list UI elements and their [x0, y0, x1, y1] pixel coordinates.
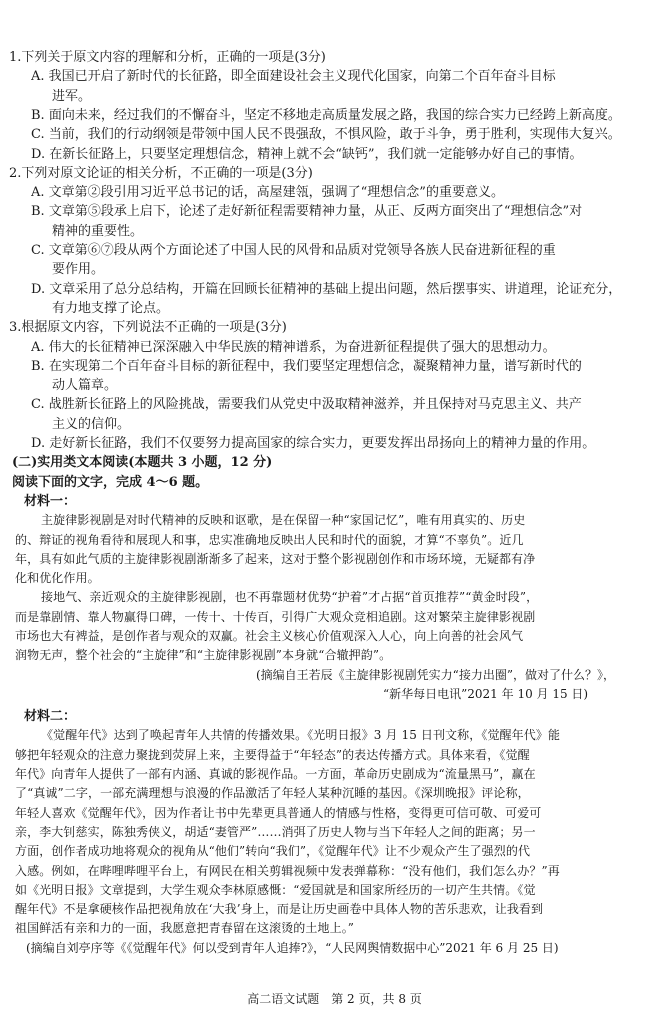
question-2-option-2-line-1: B. 文章第⑤段承上启下，论述了走好新征程需要精神力量，从正、反两方面突出了“理想信念”对 — [31, 204, 583, 219]
question-2-option-3-line-2: 要作用。 — [52, 262, 105, 277]
material1-source-line-1: (摘编自王若辰《主旋律影视剧凭实力“接力出圈”，做对了什么？》， — [256, 668, 615, 682]
question-3-option-1-line-1: A. 伟大的长征精神已深深融入中华民族的精神谱系，为奋进新征程提供了强大的思想动力。 — [31, 340, 556, 355]
question-3-option-4-line-1: D. 走好新长征路，我们不仅要努力提高国家的综合实力，更要发挥出昂扬向上的精神力量的作用。 — [31, 436, 596, 451]
question-1-option-1-line-2: 进军。 — [52, 89, 92, 104]
material2-line-2: 够把年轻观众的注意力聚拢到荧屏上来，主要得益于“年轻态”的表达传播方式。具体来看，《觉醒 — [15, 748, 530, 762]
material1-line-2: 的、辩证的视角看待和展现人和事，忠实准确地反映出人民和时代的面貌，才算“不辜负”。近几 — [15, 533, 524, 547]
material2-line-11: 祖国鲜活有亲和力的一面，我愿意把青春留在这滚烫的土地上。” — [15, 921, 355, 935]
question-3-option-2-line-2: 动人篇章。 — [52, 378, 118, 393]
material2-line-6: 亲，李大钊慈实，陈独秀侠义，胡适“妻管严”……消弭了历史人物与当下年轻人之间的距离；另一 — [15, 825, 536, 839]
section-heading: (二)实用类文本阅读(本题共 3 小题，12 分) — [12, 455, 273, 470]
question-2-option-1-line-1: A. 文章第②段引用习近平总书记的话，高屋建瓴，强调了“理想信念”的重要意义。 — [31, 185, 504, 200]
material2-line-7: 方面，创作者成功地将观众的视角从“他们”转向“我们”，《觉醒年代》让不少观众产生了强烈的代 — [15, 844, 531, 858]
question-3-option-2-line-1: B. 在实现第二个百年奋斗目标的新征程中，我们要坚定理想信念，凝聚精神力量，谱写新时代的 — [31, 359, 582, 374]
material1-line-4: 化和优化作用。 — [15, 571, 100, 585]
material1-line-6: 而是靠剧情、靠人物赢得口碑，一传十、十传百，引得广大观众竞相追剧。这对繁荣主旋律影视剧 — [15, 610, 536, 624]
material2-line-10: 醒年代》不是拿硬核作品把视角放在‘大我’身上，而是让历史画卷中具体人物的苦乐悲欢，让我看到 — [15, 902, 544, 916]
question-2-option-2-line-2: 精神的重要性。 — [52, 224, 144, 239]
page-footer: 高二语文试题 第 2 页，共 8 页 — [247, 992, 422, 1006]
question-1-stem: 1.下列关于原文内容的理解和分析，正确的一项是(3分) — [9, 50, 326, 65]
material2-line-4: 了“真诚”二字，一部充满理想与浪漫的作品激活了年轻人某种沉睡的基因。《深圳晚报》评论称， — [15, 786, 530, 800]
question-2-stem: 2.下列对原文论证的相关分析，不正确的一项是(3分) — [9, 166, 313, 181]
question-2-option-4-line-2: 有力地支撑了论点。 — [52, 301, 170, 316]
question-1-option-4-line-1: D. 在新长征路上，只要坚定理想信念，精神上就不会“缺钙”，我们就一定能够办好自己的事情。 — [31, 147, 583, 162]
material1-line-5: 接地气、亲近观众的主旋律影视剧，也不再靠题材优势“护着”才占据“首页推荐”“黄金时段”， — [41, 590, 539, 604]
material1-line-8: 润物无声，整个社会的“主旋律”和“主旋律影视剧”本身就“合辙押韵”。 — [15, 648, 392, 662]
question-2-option-4-line-1: D. 文章采用了总分总结构，开篇在回顾长征精神的基础上提出问题，然后摆事实、讲道理，论证充分， — [31, 282, 622, 297]
material2-line-8: 入感。例如，在哔哩哔哩平台上，有网民在相关剪辑视频中发表弹幕称：“没有他们，我们怎么办？”再 — [15, 864, 560, 878]
material1-line-7: 市场也大有裨益，是创作者与观众的双赢。社会主义核心价值观深入人心，向上向善的社会风气 — [15, 629, 524, 643]
question-1-option-1-line-1: A. 我国已开启了新时代的长征路，即全面建设社会主义现代化国家，向第二个百年奋斗目标 — [31, 69, 556, 84]
material2-line-9: 如《光明日报》文章提到，大学生观众李林原感慨：“爱国就是和国家所经历的一切产生共情。《觉 — [15, 883, 536, 897]
question-2-option-3-line-1: C. 文章第⑥⑦段从两个方面论述了中国人民的风骨和品质对党领导各族人民奋进新征程的重 — [31, 243, 556, 258]
material1-title: 材料一： — [24, 494, 77, 509]
question-3-option-3-line-1: C. 战胜新长征路上的风险挑战，需要我们从党史中汲取精神滋养，并且保持对马克思主义、共产 — [31, 397, 582, 412]
question-3-stem: 3.根据原文内容，下列说法不正确的一项是(3分) — [9, 320, 287, 335]
material2-line-1: 《觉醒年代》达到了唤起青年人共情的传播效果。《光明日报》3 月 15 日刊文称，《觉醒年代》能 — [41, 728, 561, 742]
question-1-option-2-line-1: B. 面向未来，经过我们的不懈奋斗，坚定不移地走高质量发展之路，我国的综合实力已经跨上新高度。 — [31, 108, 621, 123]
question-1-option-3-line-1: C. 当前，我们的行动纲领是带领中国人民不畏强敌，不惧风险，敢于斗争，勇于胜利，实现伟大复兴。 — [31, 127, 621, 142]
material2-source: (摘编自刘亭序等《《觉醒年代》何以受到青年人追捧?》，“人民网舆情数据中心”2021 年 6 月 25 日) — [26, 941, 559, 955]
reading-instruction: 阅读下面的文字，完成 4～6 题。 — [12, 475, 209, 490]
question-3-option-3-line-2: 主义的信仰。 — [52, 417, 131, 432]
material2-title: 材料二： — [24, 709, 77, 724]
material2-line-5: 年轻人喜欢《觉醒年代》，因为作者让书中先辈更具普通人的情感与性格，变得更可信可敬、可爱可 — [15, 806, 542, 820]
material2-line-3: 年代》向青年人提供了一部有内涵、真诚的影视作品。一方面，革命历史剧成为“流量黑马”，赢在 — [15, 767, 536, 781]
material1-source-line-2: “新华每日电讯”2021 年 10 月 15 日) — [383, 687, 589, 701]
material1-line-3: 年，具有如此气质的主旋律影视剧渐渐多了起来，这对于整个影视剧创作和市场环境，无疑都有净 — [15, 552, 536, 566]
material1-line-1: 主旋律影视剧是对时代精神的反映和讴歌，是在保留一种“家国记忆”，唯有用真实的、历史 — [41, 513, 526, 527]
